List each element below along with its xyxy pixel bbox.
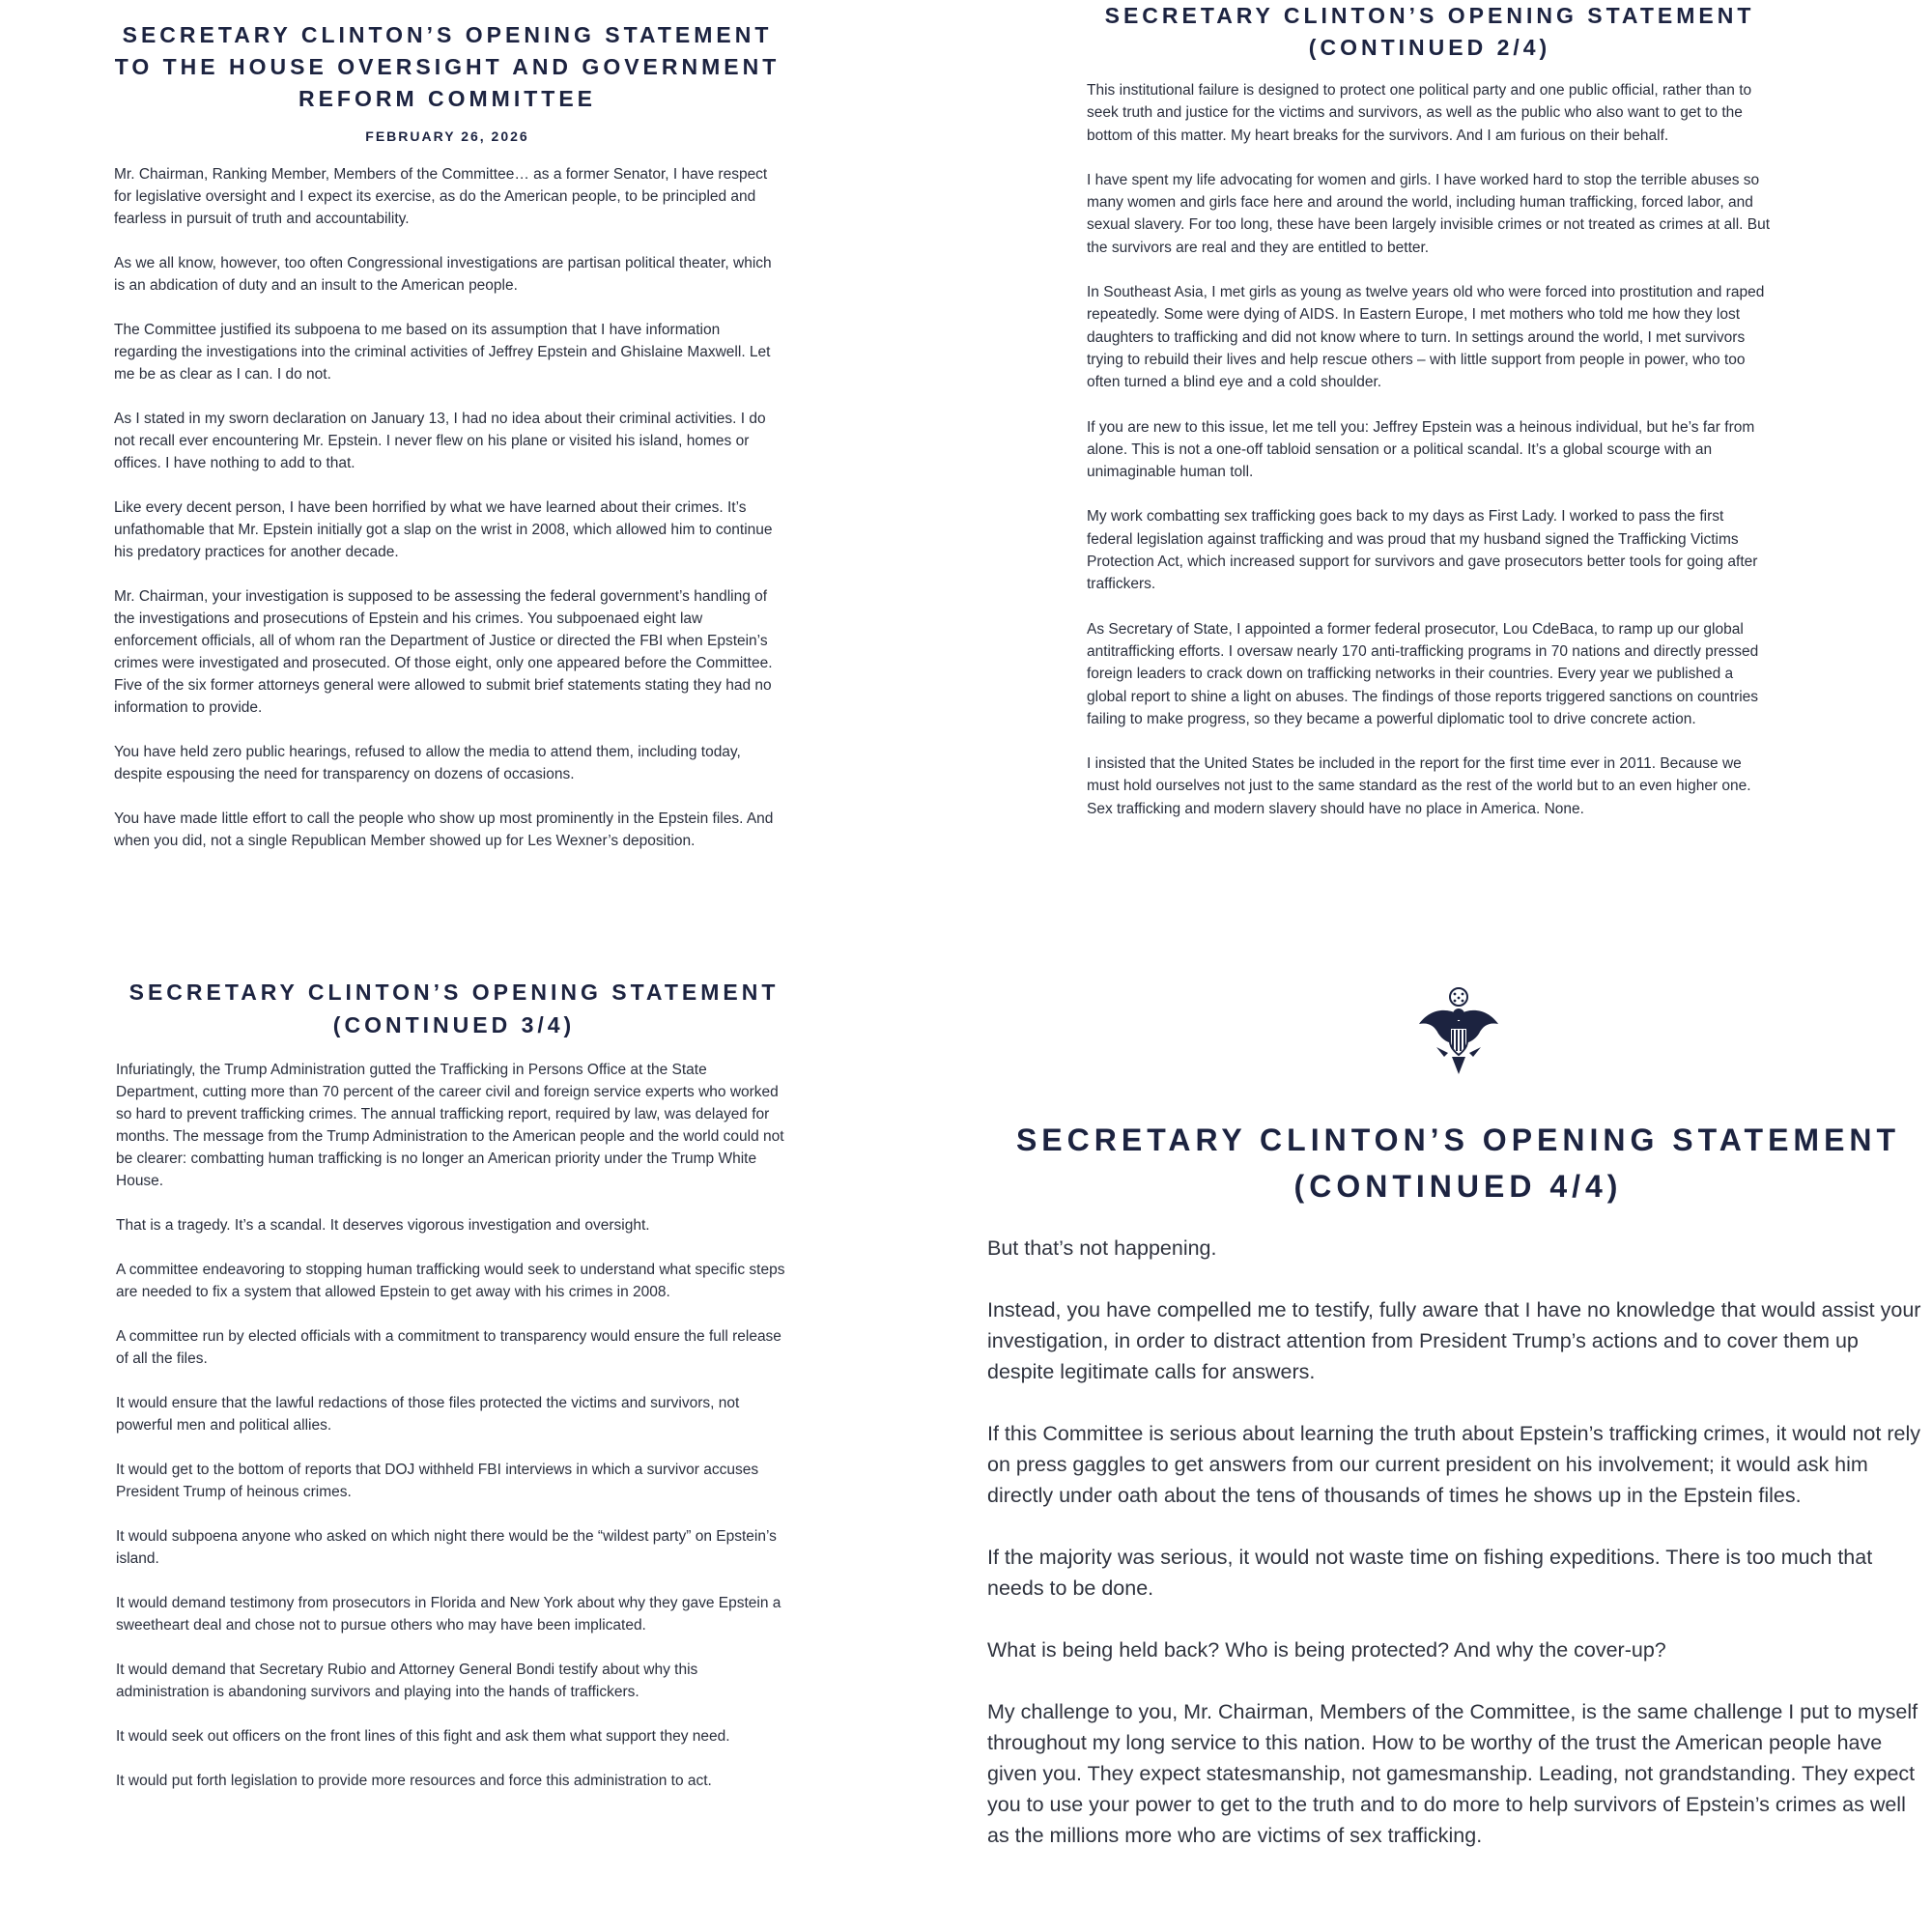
heading-line: (CONTINUED 3/4) [332,1012,576,1037]
heading-line: SECRETARY CLINTON’S OPENING STATEMENT [128,980,780,1005]
page-1-body [114,163,781,852]
paragraph: What is being held back? Who is being protected? And why the cover-up? [987,1638,1666,1662]
paragraph: It would seek out officers on the front lines of this fight and ask them what support they need. [116,1728,730,1745]
paragraph: It would subpoena anyone who asked on which night there would be the “wildest party” on Epstein’s island. [116,1528,777,1567]
paragraph: Instead, you have compelled me to testify, fully aware that I have no knowledge that would assist your investigation, in order to distract attention from President Trump’s actions and to cover them up despite legitimate calls for answers. [987,1298,1921,1383]
paragraph: It would demand that Secretary Rubio and Attorney General Bondi testify about why this administration is abandoning survivors and playing into the hands of traffickers. [116,1662,698,1700]
paragraph: It would get to the bottom of reports that DOJ withheld FBI interviews in which a survivor accuses President Trump of heinous crimes. [116,1462,759,1500]
paragraph: Like every decent person, I have been horrified by what we have learned about their crimes. It’s unfathomable that Mr. Epstein initially got a slap on the wrist in 2008, which allowed him to continue his predatory practices for another decade. [114,499,773,560]
page-1-heading [114,19,781,115]
paragraph: Mr. Chairman, your investigation is supposed to be assessing the federal government’s handling of the investigations and prosecutions of Epstein and his crimes. You subpoenaed eight law enforcement officials, all of whom ran the Department of Justice or directed the FBI when Epstein’s crimes were investigated and prosecuted. Of those eight, only one appeared before the Committee. Five of the six former attorneys general were allowed to submit brief statements stating they had no information to provide. [114,588,773,716]
paragraph: My work combatting sex trafficking goes back to my days as First Lady. I worked to pass the first federal legislation against trafficking and was proud that my husband signed the Trafficking Victims Protection Act, which increased support for survivors and gave prosecutors better tools for going after traffickers. [1087,508,1758,593]
heading-line: (CONTINUED 2/4) [1308,35,1551,60]
paragraph: But that’s not happening. [987,1236,1217,1260]
paragraph: It would ensure that the lawful redactions of those files protected the victims and survivors, not powerful men and political allies. [116,1395,740,1434]
statement-page-3 [116,976,792,1814]
paragraph: As we all know, however, too often Congressional investigations are partisan political theater, which is an abdication of duty and an insult to the American people. [114,255,772,294]
statement-page-2 [1087,0,1773,842]
paragraph: This institutional failure is designed to protect one political party and one public official, rather than to seek truth and justice for the victims and survivors, as well as the public who also want to get to the bottom of this matter. My heart breaks for the survivors. And I am furious on their behalf. [1087,82,1752,144]
heading-line: SECRETARY CLINTON’S OPENING STATEMENT [1104,3,1755,28]
heading-line: (CONTINUED 4/4) [1293,1169,1623,1204]
paragraph: It would demand testimony from prosecutors in Florida and New York about why they gave Epstein a sweetheart deal and chose not to pursue others who may have been implicated. [116,1595,781,1634]
heading-line: SECRETARY CLINTON’S OPENING STATEMENT [1015,1122,1901,1157]
page-3-body [116,1059,792,1792]
page-4-body [987,1233,1929,1851]
paragraph: I have spent my life advocating for women and girls. I have worked hard to stop the terrible abuses so many women and girls face here and around the world, including human trafficking, forced labor, and sexual slavery. For too long, these have been largely invisible crimes or not treated as crimes at all. But the survivors are real and they are entitled to better. [1087,171,1771,256]
paragraph: It would put forth legislation to provide more resources and force this administration to act. [116,1773,712,1789]
page-2-body [1087,79,1773,820]
paragraph: If you are new to this issue, let me tell you: Jeffrey Epstein was a heinous individual, but he’s far from alone. This is not a one-off tabloid sensation or a political scandal. It’s a global scourge with an unimaginable human toll. [1087,418,1755,481]
statement-page-4 [987,985,1929,1882]
paragraph: The Committee justified its subpoena to me based on its assumption that I have information regarding the investigations into the criminal activities of Jeffrey Epstein and Ghislaine Maxwell. Let me be as clear as I can. I do not. [114,322,771,383]
statement-date: FEBRUARY 26, 2026 [365,128,529,144]
paragraph: I insisted that the United States be included in the report for the first time ever in 2011. Because we must hold ourselves not just to the same standard as the rest of the world but to an even higher one. Sex trafficking and modern slavery should have no place in America. None. [1087,755,1751,817]
statement-page-1 [114,19,781,874]
paragraph: If the majority was serious, it would not waste time on fishing expeditions. There is too much that needs to be done. [987,1546,1873,1600]
page-2-heading [1087,0,1773,64]
heading-line: SECRETARY CLINTON’S OPENING STATEMENT [122,22,773,47]
paragraph: You have made little effort to call the people who show up most prominently in the Epstein files. And when you did, not a single Republican Member showed up for Les Wexner’s deposition. [114,810,774,849]
page-4-heading [987,1117,1929,1209]
paragraph: If this Committee is serious about learning the truth about Epstein’s trafficking crimes, it would not rely on press gaggles to get answers from our current president on his involvement; it would ask him directly under oath about the tens of thousands of times he shows up in the Epstein files. [987,1422,1920,1507]
paragraph: A committee run by elected officials with a commitment to transparency would ensure the full release of all the files. [116,1328,781,1367]
paragraph: As I stated in my sworn declaration on January 13, I had no idea about their criminal activities. I do not recall ever encountering Mr. Epstein. I never flew on his plane or visited his island, homes or offices. I have nothing to add to that. [114,411,766,471]
heading-line: REFORM COMMITTEE [298,86,597,111]
paragraph: A committee endeavoring to stopping human trafficking would seek to understand what specific steps are needed to fix a system that allowed Epstein to get away with his crimes in 2008. [116,1262,785,1300]
paragraph: Infuriatingly, the Trump Administration gutted the Trafficking in Persons Office at the State Department, cutting more than 70 percent of the career civil and foreign service experts who worked so hard to prevent trafficking crimes. The annual trafficking report, required by law, was delayed for months. The message from the Trump Administration to the American people and the world could not be clearer: combatting human trafficking is no longer an American priority under the Trump White House. [116,1062,784,1189]
paragraph: That is a tragedy. It’s a scandal. It deserves vigorous investigation and oversight. [116,1217,650,1234]
paragraph: In Southeast Asia, I met girls as young as twelve years old who were forced into prostitution and raped repeatedly. Some were dying of AIDS. In Eastern Europe, I met mothers who told me how they lost daughters to trafficking and did not know where to turn. In settings around the world, I met survivors trying to rebuild their lives and help rescue others – with little support from people in power, who too often turned a blind eye and a cold shoulder. [1087,284,1765,391]
paragraph: You have held zero public hearings, refused to allow the media to attend them, including today, despite espousing the need for transparency on dozens of occasions. [114,744,741,782]
eagle-seal-icon [1415,985,1502,1078]
paragraph: My challenge to you, Mr. Chairman, Members of the Committee, is the same challenge I put to myself throughout my long service to this nation. How to be worthy of the trust the American people have given you. They expect statesmanship, not gamesmanship. Leading, not grandstanding. They expect you to use your power to get to the truth and to do more to help survivors of Epstein’s crimes as well as the millions more who are victims of sex trafficking. [987,1700,1918,1847]
paragraph: As Secretary of State, I appointed a former federal prosecutor, Lou CdeBaca, to ramp up our global antitrafficking efforts. I oversaw nearly 170 anti-trafficking programs in 70 nations and directly pressed foreign leaders to crack down on trafficking networks in their countries. Every year we published a global report to shine a light on abuses. The findings of those reports triggered sanctions on countries failing to make progress, so they became a powerful diplomatic tool to drive concrete action. [1087,620,1759,727]
page-3-heading [116,976,792,1041]
paragraph: Mr. Chairman, Ranking Member, Members of the Committee… as a former Senator, I have respect for legislative oversight and I expect its exercise, as do the American people, to be principled and fearless in pursuit of truth and accountability. [114,166,768,227]
heading-line: TO THE HOUSE OVERSIGHT AND GOVERNMENT [114,54,781,79]
